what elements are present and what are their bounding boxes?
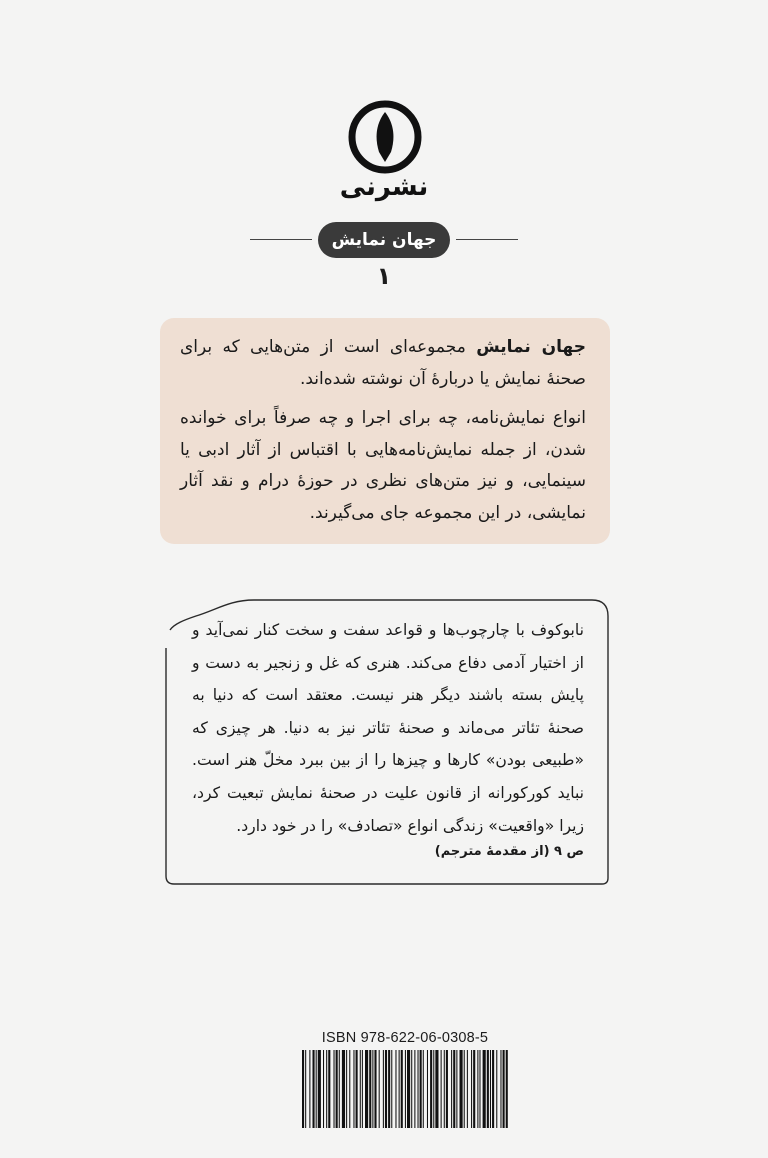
quote-box [160, 596, 612, 888]
series-badge [250, 222, 518, 258]
isbn-text: ISBN 978-622-06-0308-5 [321, 1030, 489, 1046]
barcode-bar [473, 1050, 475, 1128]
divider [456, 239, 518, 240]
barcode-bar [456, 1050, 457, 1128]
barcode-bar [467, 1050, 468, 1128]
barcode-bar [374, 1050, 376, 1128]
barcode-bar [395, 1050, 396, 1128]
barcode-bar [342, 1050, 345, 1128]
barcode-bar [420, 1050, 422, 1128]
nashr-ney-logo-icon [344, 96, 426, 178]
barcode-bar [441, 1050, 442, 1128]
series-name-bold: جهان نمایش [476, 337, 586, 357]
barcode-bar [369, 1050, 371, 1128]
barcode-bar [339, 1050, 340, 1128]
barcode-bar [407, 1050, 410, 1128]
barcode-bar [453, 1050, 455, 1128]
barcode-bar [360, 1050, 361, 1128]
barcode-bar [503, 1050, 505, 1128]
barcode-bar [401, 1050, 403, 1128]
barcode-bar [460, 1050, 463, 1128]
barcode-bar [414, 1050, 415, 1128]
barcode-bar [430, 1050, 432, 1128]
barcode-bar [353, 1050, 354, 1128]
description-paragraph-1 [180, 332, 586, 395]
barcode-bar [423, 1050, 424, 1128]
description-paragraph-2: انواع نمایش‌نامه، چه برای اجرا و چه صرفاً برای خوانده شدن، از جمله نمایش‌نامه‌هایی با اقتباس از آثار ادبی یا سینمایی، و نیز متن‌های نظری در حوزهٔ درام و نقد آثار نمایشی، در این مجموعه جای می‌گیرند. [180, 408, 586, 523]
barcode-bar [372, 1050, 373, 1128]
barcode-bar [385, 1050, 387, 1128]
barcode-bar [496, 1050, 497, 1128]
barcode-bar [379, 1050, 380, 1128]
barcode-bar [318, 1050, 321, 1128]
series-name: جهان نمایش [318, 222, 450, 258]
barcode-bar [506, 1050, 508, 1128]
barcode-bar [487, 1050, 489, 1128]
barcode-bar [328, 1050, 330, 1128]
quote-source: ص ۹ (از مقدمهٔ مترجم) [434, 844, 584, 859]
barcode-bar [302, 1050, 304, 1128]
barcode-bar [346, 1050, 347, 1128]
series-number: ۱ [376, 262, 392, 290]
barcode-bar [444, 1050, 445, 1128]
barcode-bar [313, 1050, 315, 1128]
barcode-bar [305, 1050, 306, 1128]
barcode-bar [336, 1050, 338, 1128]
barcode-bar [334, 1050, 335, 1128]
barcode-bar [471, 1050, 472, 1128]
barcode-bar [435, 1050, 438, 1128]
barcode-bar [490, 1050, 491, 1128]
barcode-bar [477, 1050, 478, 1128]
barcode-bar [349, 1050, 350, 1128]
publisher-name: نشرنی [339, 172, 429, 202]
barcode-bar [399, 1050, 400, 1128]
divider [250, 239, 312, 240]
barcode-bar [411, 1050, 412, 1128]
barcode-bar [383, 1050, 384, 1128]
barcode-bar [418, 1050, 419, 1128]
barcode-bar [405, 1050, 406, 1128]
barcode-bar [391, 1050, 392, 1128]
barcode-bar [309, 1050, 310, 1128]
barcode-bar [483, 1050, 486, 1128]
barcode-bar [388, 1050, 390, 1128]
barcode-bar [427, 1050, 428, 1128]
barcode-bar [326, 1050, 327, 1128]
barcode-bar [356, 1050, 358, 1128]
barcode-bar [464, 1050, 465, 1128]
barcode-bar [362, 1050, 363, 1128]
barcode-bar [323, 1050, 324, 1128]
barcode-bar [365, 1050, 368, 1128]
quote-text: نابوکوف با چارچوب‌ها و قواعد سفت و سخت کنار نمی‌آید و از اختیار آدمی دفاع می‌کند. هنری که غل و زنجیر به دست و پایش بسته باشند دیگر هنر نیست. معتقد است که دنیا به صحنهٔ تئاتر می‌ماند و صحنهٔ تئاتر نیز به دنیا. هر چیزی که «طبیعی بودن» کارها و چیزها را از بین ببرد مخلّ هنر است. نباید کورکورانه از قانون علیت در صحنهٔ نمایش تبعیت کرد، زیرا «واقعیت» زندگی انواع «تصادف» را در خود دارد. [192, 621, 584, 835]
barcode-bar [446, 1050, 448, 1128]
barcode-bar [451, 1050, 452, 1128]
barcode-bar [492, 1050, 494, 1128]
barcode-bar [500, 1050, 501, 1128]
barcode-bar [316, 1050, 317, 1128]
barcode-bar [433, 1050, 434, 1128]
barcode-bar [479, 1050, 480, 1128]
barcode-icon [300, 1050, 508, 1128]
series-description-box [160, 318, 610, 544]
description-text: مجموعه‌ای است از متن‌هایی که برای صحنهٔ نمایش یا دربارهٔ آن نوشته شده‌اند. [180, 337, 586, 389]
